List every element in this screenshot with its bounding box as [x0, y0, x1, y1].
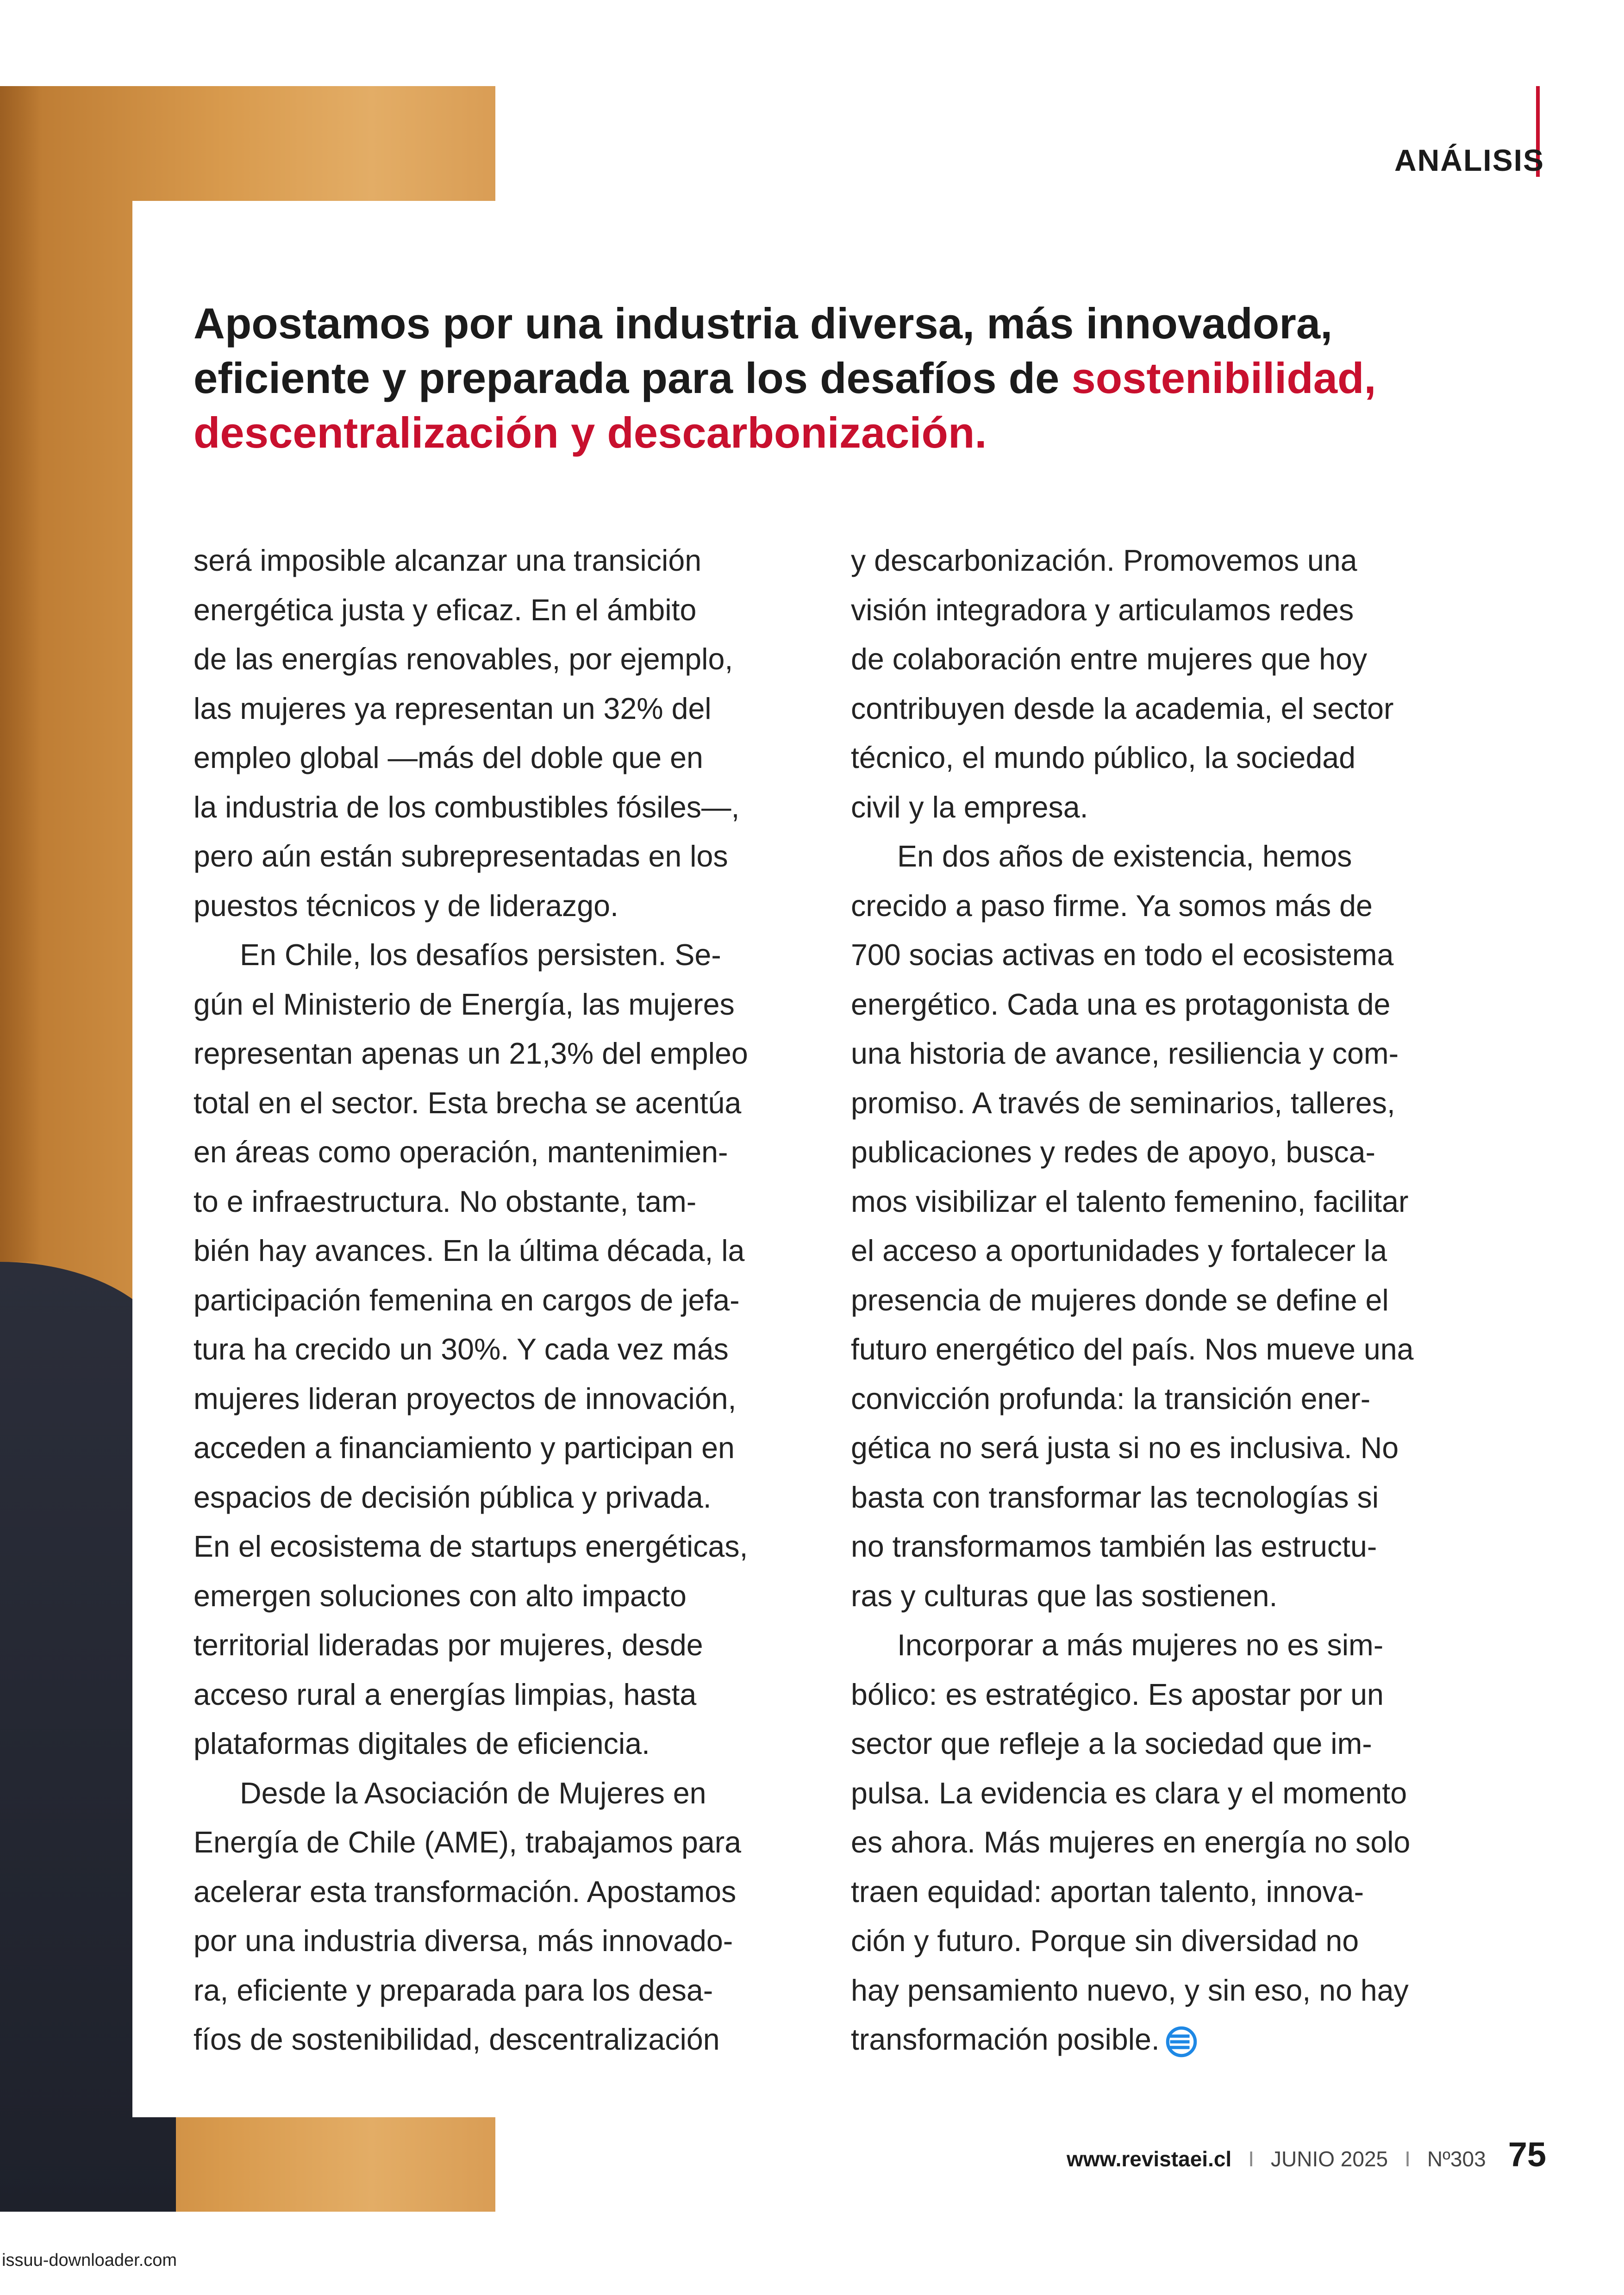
body-line: total en el sector. Esta brecha se acentúa — [194, 1086, 742, 1120]
body-line: promiso. A través de seminarios, talleres, — [851, 1086, 1395, 1120]
body-line: acceso rural a energías limpias, hasta — [194, 1678, 697, 1711]
page-number: 75 — [1508, 2135, 1546, 2174]
body-column-right — [851, 536, 1480, 2064]
body-line: espacios de decisión pública y privada. — [194, 1480, 712, 1514]
body-line: gún el Ministerio de Energía, las mujeres — [194, 987, 735, 1021]
body-line: visión integradora y articulamos redes — [851, 593, 1354, 627]
body-line: representan apenas un 21,3% del empleo — [194, 1037, 748, 1070]
end-of-article-icon — [1165, 2026, 1198, 2058]
body-line: las mujeres ya representan un 32% del — [194, 692, 712, 725]
body-line: no transformamos también las estructu- — [851, 1530, 1377, 1563]
body-line: futuro energético del país. Nos mueve una — [851, 1333, 1414, 1366]
body-line: traen equidad: aportan talento, innova- — [851, 1875, 1364, 1908]
pull-quote — [194, 296, 1490, 460]
body-line: presencia de mujeres donde se define el — [851, 1283, 1389, 1317]
body-line: empleo global —más del doble que en — [194, 741, 703, 774]
body-line: transformación posible. — [851, 2015, 1480, 2064]
body-line: fíos de sostenibilidad, descentralización — [194, 2023, 720, 2056]
body-line: En el ecosistema de startups energéticas, — [194, 1530, 748, 1563]
body-line: ción y futuro. Porque sin diversidad no — [851, 1924, 1359, 1958]
body-line: gética no será justa si no es inclusiva. No — [851, 1431, 1399, 1465]
watermark: issuu-downloader.com — [2, 2251, 177, 2270]
pull-quote-text: Apostamos por una industria diversa, más innovadora, eficiente y preparada para los desafíos de — [194, 299, 1333, 402]
body-line: Desde la Asociación de Mujeres en — [240, 1776, 706, 1810]
body-line: basta con transformar las tecnologías si — [851, 1480, 1379, 1514]
body-line: bién hay avances. En la última década, la — [194, 1234, 745, 1267]
body-line: en áreas como operación, mantenimien- — [194, 1135, 728, 1169]
body-line: plataformas digitales de eficiencia. — [194, 1727, 650, 1760]
pull-quote-highlight: sostenibilidad, descentralización y descarbonización. — [194, 354, 1376, 457]
body-line: sector que refleje a la sociedad que im- — [851, 1727, 1372, 1760]
body-line: En dos años de existencia, hemos — [897, 840, 1352, 873]
body-line: acelerar esta transformación. Apostamos — [194, 1875, 737, 1908]
body-line: por una industria diversa, más innovado- — [194, 1924, 733, 1958]
footer-date: JUNIO 2025 — [1271, 2147, 1388, 2171]
body-line: territorial lideradas por mujeres, desde — [194, 1628, 703, 1662]
body-line: convicción profunda: la transición ener- — [851, 1382, 1371, 1416]
body-line: hay pensamiento nuevo, y sin eso, no hay — [851, 1973, 1409, 2007]
section-label: ANÁLISIS — [1394, 143, 1544, 177]
body-line: pero aún están subrepresentadas en los — [194, 840, 728, 873]
body-line: ra, eficiente y preparada para los desa- — [194, 1973, 713, 2007]
body-column-left — [194, 536, 823, 2064]
body-line: acceden a financiamiento y participan en — [194, 1431, 735, 1465]
body-line: mujeres lideran proyectos de innovación, — [194, 1382, 737, 1416]
body-line: técnico, el mundo público, la sociedad — [851, 741, 1356, 774]
footer-site: www.revistaei.cl — [1066, 2147, 1232, 2171]
body-line: una historia de avance, resiliencia y com- — [851, 1037, 1399, 1070]
footer-issue: Nº303 — [1427, 2147, 1486, 2171]
body-line: el acceso a oportunidades y fortalecer la — [851, 1234, 1387, 1267]
body-line: energético. Cada una es protagonista de — [851, 987, 1391, 1021]
body-line: emergen soluciones con alto impacto — [194, 1579, 687, 1613]
body-line: será imposible alcanzar una transición — [194, 544, 702, 577]
page-footer — [1067, 2135, 1546, 2174]
body-line: contribuyen desde la academia, el sector — [851, 692, 1394, 725]
body-line: bólico: es estratégico. Es apostar por un — [851, 1678, 1384, 1711]
body-line: ras y culturas que las sostienen. — [851, 1579, 1278, 1613]
body-line: 700 socias activas en todo el ecosistema — [851, 938, 1394, 972]
body-line: publicaciones y redes de apoyo, busca- — [851, 1135, 1376, 1169]
body-line: civil y la empresa. — [851, 790, 1088, 824]
footer-separator: I — [1405, 2147, 1411, 2171]
photo-shade — [0, 86, 42, 1262]
body-line: pulsa. La evidencia es clara y el momento — [851, 1776, 1407, 1810]
body-line: y descarbonización. Promovemos una — [851, 544, 1357, 577]
body-line: Incorporar a más mujeres no es sim- — [897, 1628, 1384, 1662]
body-line: puestos técnicos y de liderazgo. — [194, 889, 618, 923]
body-line: crecido a paso firme. Ya somos más de — [851, 889, 1373, 923]
body-line: de las energías renovables, por ejemplo, — [194, 642, 733, 676]
body-line: energética justa y eficaz. En el ámbito — [194, 593, 697, 627]
body-line: es ahora. Más mujeres en energía no solo — [851, 1826, 1411, 1859]
body-line: de colaboración entre mujeres que hoy — [851, 642, 1368, 676]
body-line: En Chile, los desafíos persisten. Se- — [240, 938, 721, 972]
body-line: to e infraestructura. No obstante, tam- — [194, 1185, 697, 1218]
body-line: Energía de Chile (AME), trabajamos para — [194, 1826, 742, 1859]
body-line: mos visibilizar el talento femenino, facilitar — [851, 1185, 1409, 1218]
body-line: la industria de los combustibles fósiles—, — [194, 790, 740, 824]
footer-separator: I — [1248, 2147, 1254, 2171]
body-line: tura ha crecido un 30%. Y cada vez más — [194, 1333, 729, 1366]
body-line: participación femenina en cargos de jefa- — [194, 1283, 740, 1317]
